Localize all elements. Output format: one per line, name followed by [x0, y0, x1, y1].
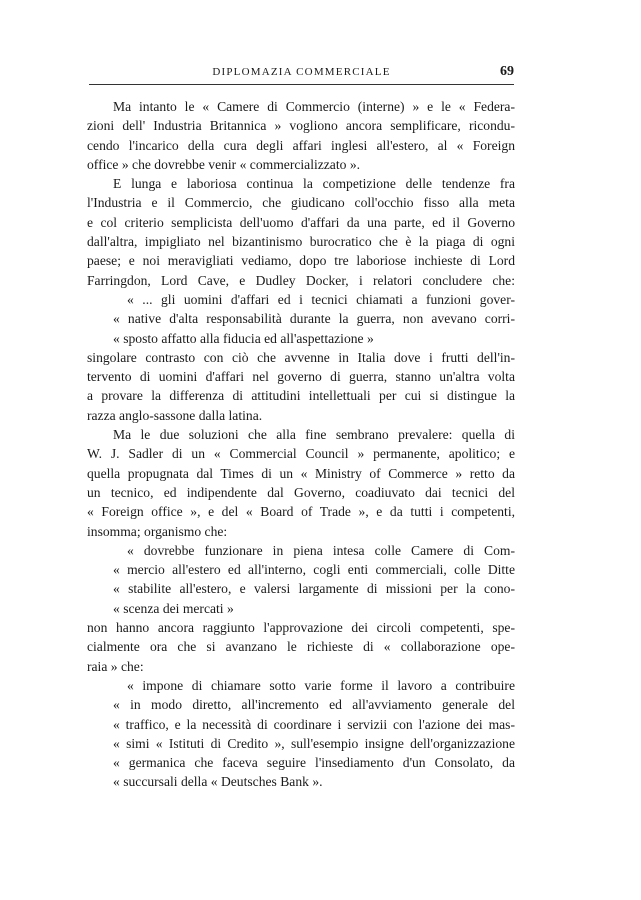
quote-line: « native d'alta responsabilità durante la guerra, non avevano corri- [113, 311, 515, 327]
text-line: « Foreign office », e del « Board of Trade », e da tutti i competenti, [87, 504, 515, 520]
body-text [87, 97, 515, 792]
text-line: cialmente ora che si avanzano le richieste di « collaborazione ope- [87, 639, 515, 655]
running-title: DIPLOMAZIA COMMERCIALE [212, 66, 391, 78]
text-line: Farringdon, Lord Cave, e Dudley Docker, i relatori concludere che: [87, 272, 515, 288]
text-line: W. J. Sadler di un « Commercial Council » permanente, apolitico; e [87, 446, 515, 462]
text-line: zioni dell' Industria Britannica » vogliono ancora semplificare, ricondu- [87, 118, 515, 134]
text-line: E lunga e laboriosa continua la competizione delle tendenze fra [113, 176, 515, 192]
text-line: raia » che: [87, 658, 144, 674]
text-line: dall'altra, impigliato nel bizantinismo burocratico che è la piaga di ogni [87, 234, 515, 250]
quote-line: « impone di chiamare sotto varie forme il lavoro a contribuire [127, 677, 515, 693]
text-line: a provare la differenza di attitudini intellettuali per cui si distingue la [87, 388, 515, 404]
text-line: cendo l'incarico della cura degli affari inglesi all'estero, al « Foreign [87, 137, 515, 153]
quote-line: « sposto affatto alla fiducia ed all'aspettazione » [113, 330, 374, 346]
text-line: un tecnico, ed indipendente dal Governo, coadiuvato dai tecnici del [87, 484, 515, 500]
page-number: 69 [500, 64, 514, 79]
running-header [89, 64, 514, 82]
text-line: paese; e noi meravigliati vediamo, dopo tre laboriose inchieste di Lord [87, 253, 515, 269]
text-line: e col criterio semplicista dell'uomo d'affari da una parte, ed il Governo [87, 214, 515, 230]
text-line: non hanno ancora raggiunto l'approvazione dei circoli competenti, spe- [87, 620, 515, 636]
quote-line: « dovrebbe funzionare in piena intesa colle Camere di Com- [127, 542, 515, 558]
quote-line: « germanica che faceva seguire l'insediamento d'un Consolato, da [113, 755, 515, 771]
quote-line: « mercio all'estero ed all'interno, cogli enti commerciali, colle Ditte [113, 562, 515, 578]
text-line: quella propugnata dal Times di un « Ministry of Commerce » retto da [87, 465, 515, 481]
quote-line: « simi « Istituti di Credito », sull'esempio insigne dell'organizzazione [113, 735, 515, 751]
quote-line: « in modo diretto, all'incremento ed all'avviamento generale del [113, 697, 515, 713]
text-line: Ma intanto le « Camere di Commercio (interne) » e le « Federa- [113, 99, 515, 114]
quote-line: « traffico, e la necessità di coordinare i servizii con l'azione dei mas- [113, 716, 515, 732]
text-line: insomma; organismo che: [87, 523, 228, 539]
text-line: office » che dovrebbe venir « commercializzato ». [87, 156, 361, 172]
text-line: tervento di uomini d'affari nel governo di guerra, stanno un'altra volta [87, 369, 515, 385]
text-line: razza anglo-sassone dalla latina. [87, 407, 263, 423]
header-rule [89, 84, 514, 85]
text-line: Ma le due soluzioni che alla fine sembrano prevalere: quella di [113, 427, 515, 443]
text-line: l'Industria e il Commercio, che giudicano coll'occhio fisso alla meta [87, 195, 515, 211]
text-line: singolare contrasto con ciò che avvenne in Italia dove i frutti dell'in- [87, 349, 515, 365]
quote-line: « stabilite all'estero, e valersi largamente di missioni per la cono- [113, 581, 515, 597]
quote-line: « scenza dei mercati » [113, 600, 234, 616]
quote-line: « ... gli uomini d'affari ed i tecnici chiamati a funzioni gover- [127, 291, 515, 307]
quote-line: « succursali della « Deutsches Bank ». [113, 774, 323, 790]
